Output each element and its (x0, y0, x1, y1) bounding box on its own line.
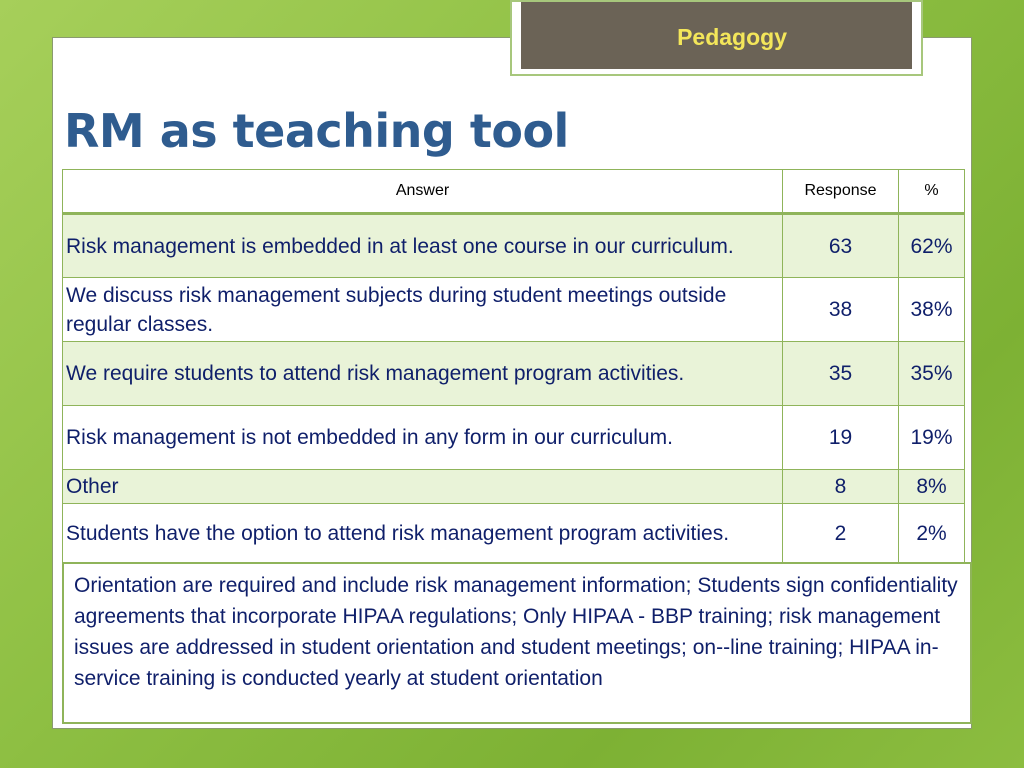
response-cell: 2 (783, 504, 899, 564)
percent-cell: 8% (899, 470, 965, 504)
response-cell: 63 (783, 214, 899, 278)
percent-cell: 2% (899, 504, 965, 564)
table-row (63, 278, 965, 342)
other-responses-note: Orientation are required and include risk management information; Students sign confidentiality agreements that incorporate HIPAA regulations; Only HIPAA - BBP training; risk management issues are addressed in student orientation and student meetings; on--line training; HIPAA in-service training is conducted yearly at student orientation (62, 562, 972, 724)
response-table (62, 169, 965, 564)
response-cell: 35 (783, 342, 899, 406)
slide-title: RM as teaching tool (64, 104, 569, 158)
response-cell: 8 (783, 470, 899, 504)
table-row (63, 214, 965, 278)
header-response: Response (783, 170, 899, 214)
section-tag-label: Pedagogy (677, 24, 787, 50)
table-row (63, 406, 965, 470)
response-cell: 19 (783, 406, 899, 470)
table-row (63, 470, 965, 504)
answer-cell: We discuss risk management subjects during student meetings outside regular classes. (63, 278, 783, 342)
table-row (63, 504, 965, 564)
answer-cell: Students have the option to attend risk management program activities. (63, 504, 783, 564)
header-percent: % (899, 170, 965, 214)
section-tag-box (521, 2, 912, 69)
table-row (63, 342, 965, 406)
section-tag (510, 0, 923, 76)
answer-cell: Risk management is not embedded in any form in our curriculum. (63, 406, 783, 470)
response-cell: 38 (783, 278, 899, 342)
percent-cell: 62% (899, 214, 965, 278)
answer-cell: Other (63, 470, 783, 504)
percent-cell: 38% (899, 278, 965, 342)
percent-cell: 35% (899, 342, 965, 406)
answer-cell: Risk management is embedded in at least one course in our curriculum. (63, 214, 783, 278)
table-header-row (63, 170, 965, 214)
answer-cell: We require students to attend risk management program activities. (63, 342, 783, 406)
percent-cell: 19% (899, 406, 965, 470)
header-answer: Answer (63, 170, 783, 214)
